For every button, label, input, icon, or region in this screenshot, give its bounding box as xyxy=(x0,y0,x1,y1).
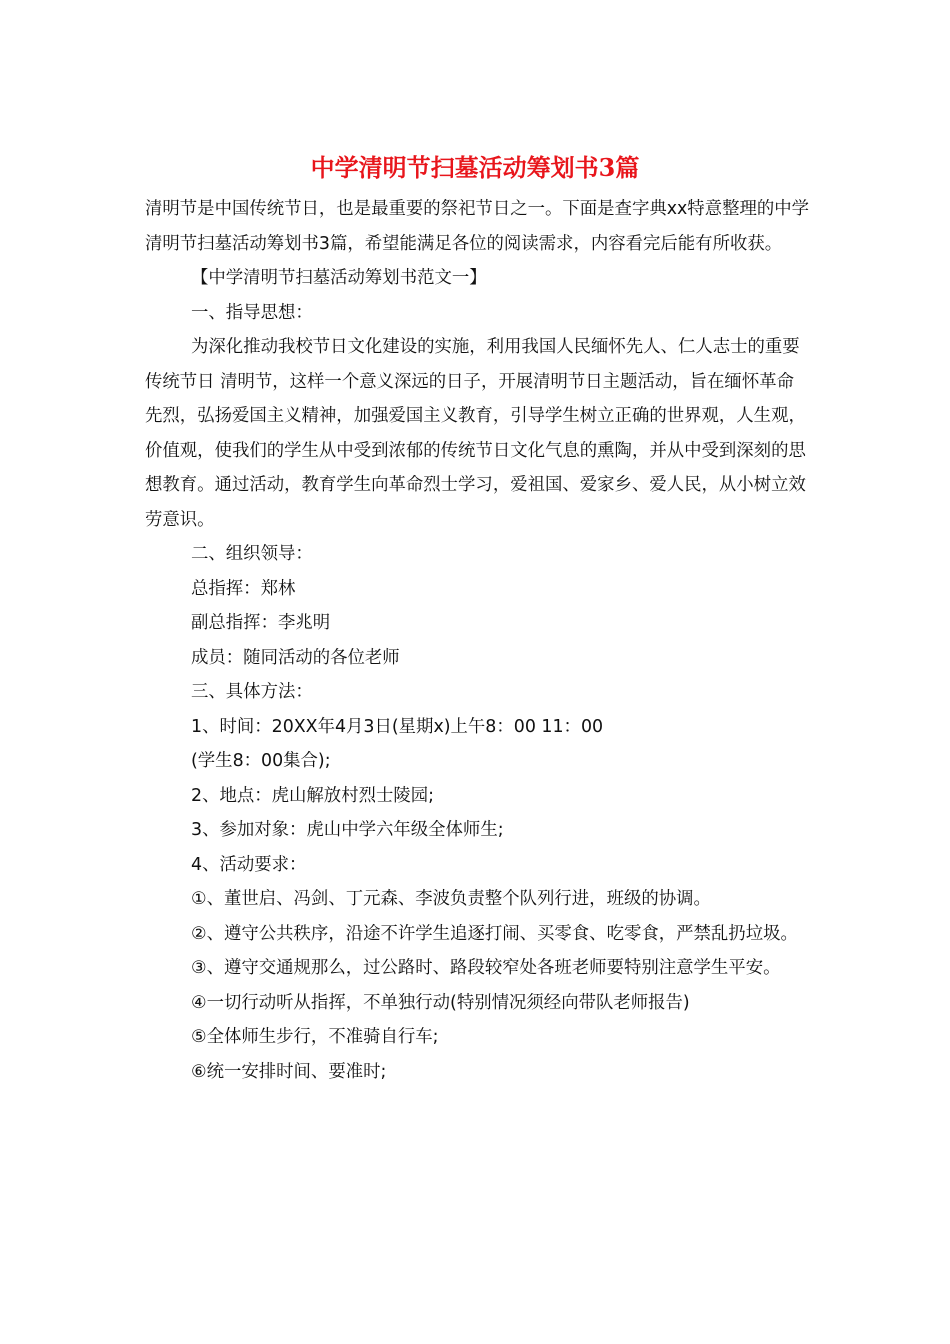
requirement-item: ②、遵守公共秩序，沿途不许学生追逐打闹、买零食、吃零食，严禁乱扔垃圾。 xyxy=(191,923,798,944)
section-heading-organization: 二、组织领导： xyxy=(191,544,313,564)
document-title: 中学清明节扫墓活动筹划书3篇 xyxy=(310,153,640,182)
requirement-item: ①、董世启、冯剑、丁元森、李波负责整个队列行进，班级的协调。 xyxy=(191,889,711,909)
place-line: 2、地点：虎山解放村烈士陵园; xyxy=(191,785,435,806)
section-heading-guiding: 一、指导思想： xyxy=(191,302,313,323)
guiding-paragraph: 为深化推动我校节日文化建设的实施，利用我国人民缅怀先人、仁人志士的重要传统节日 清明节，这样一个意义深远的日子，开展清明节日主题活动，旨在缅怀革命先烈，弘扬爱国主义精神，加强爱国主义教育，引导学生树立正确的世界观，人生观，价值观，使我们的学生从中受到浓郁的传统节日文化气息的熏陶，并从中受到深刻的思想教育。通过活动，教育学生向革命烈士学习，爱祖国、爱家乡、爱人民，从小树立效劳意识。 xyxy=(145,337,806,530)
document-body xyxy=(145,192,811,1089)
deputy-line: 副总指挥：李兆明 xyxy=(191,613,331,633)
commander-line: 总指挥：郑林 xyxy=(191,578,296,599)
requirement-item: ⑤全体师生步行，不准骑自行车; xyxy=(191,1027,439,1047)
sample-heading: 【中学清明节扫墓活动筹划书范文一】 xyxy=(191,268,487,288)
time-note-line: (学生8：00集合); xyxy=(191,751,331,771)
members-line: 成员：随同活动的各位老师 xyxy=(191,647,400,668)
requirement-item: ④一切行动听从指挥，不单独行动(特别情况须经向带队老师报告) xyxy=(191,992,690,1013)
participants-line: 3、参加对象：虎山中学六年级全体师生; xyxy=(191,820,504,840)
requirement-item: ⑥统一安排时间、要准时; xyxy=(191,1061,387,1082)
intro-paragraph: 清明节是中国传统节日，也是最重要的祭祀节日之一。下面是查字典xx特意整理的中学清明节扫墓活动筹划书3篇，希望能满足各位的阅读需求，内容看完后能有所收获。 xyxy=(145,199,810,254)
requirement-item: ③、遵守交通规那么，过公路时、路段较窄处各班老师要特别注意学生平安。 xyxy=(191,958,781,978)
time-line: 1、时间：20XX年4月3日(星期x)上午8：00 11：00 xyxy=(191,716,604,737)
requirements-heading: 4、活动要求： xyxy=(191,854,307,875)
section-heading-methods: 三、具体方法： xyxy=(191,682,313,702)
